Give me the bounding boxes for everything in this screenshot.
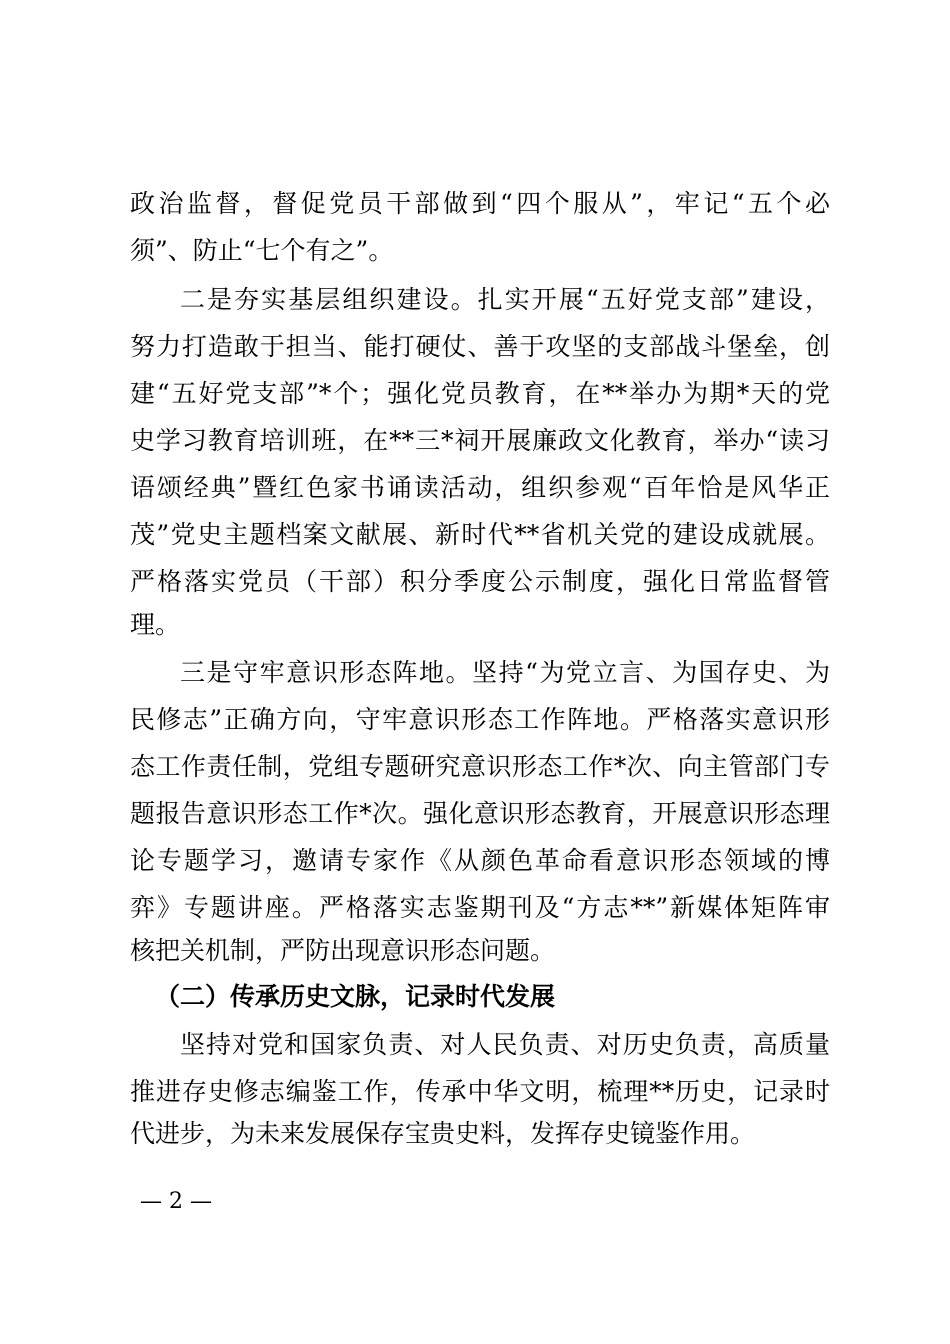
paragraph-2-line-6: 茂”党史主题档案文献展、新时代**省机关党的建设成就展。	[130, 520, 830, 549]
paragraph-1-line-2: 须”、防止“七个有之”。	[130, 236, 394, 265]
paragraph-3-line-4: 题报告意识形态工作*次。强化意识形态教育，开展意识形态理	[130, 799, 830, 828]
paragraph-2-line-8: 理。	[130, 610, 181, 639]
paragraph-3-line-2: 民修志”正确方向，守牢意识形态工作阵地。严格落实意识形	[130, 705, 830, 734]
paragraph-3-line-7: 核把关机制，严防出现意识形态问题。	[130, 936, 556, 965]
paragraph-3-line-5: 论专题学习，邀请专家作《从颜色革命看意识形态领域的博	[130, 846, 830, 875]
paragraph-2-line-3: 建“五好党支部”*个；强化党员教育，在**举办为期*天的党	[130, 379, 830, 408]
paragraph-2-line-1: 二是夯实基层组织建设。扎实开展“五好党支部”建设，	[180, 285, 830, 314]
paragraph-1-line-1: 政治监督，督促党员干部做到“四个服从”，牢记“五个必	[130, 189, 830, 218]
paragraph-4-line-2: 推进存史修志编鉴工作，传承中华文明，梳理**历史，记录时	[130, 1077, 830, 1106]
paragraph-3-line-3: 态工作责任制，党组专题研究意识形态工作*次、向主管部门专	[130, 752, 830, 781]
page-number: — 2 —	[140, 1189, 212, 1214]
section-heading: （二）传承历史文脉，记录时代发展	[155, 982, 556, 1011]
paragraph-2-line-4: 史学习教育培训班，在**三*祠开展廉政文化教育，举办“读习	[130, 426, 830, 455]
paragraph-3-line-1: 三是守牢意识形态阵地。坚持“为党立言、为国存史、为	[180, 658, 830, 687]
paragraph-4-line-1: 坚持对党和国家负责、对人民负责、对历史负责，高质量	[180, 1030, 830, 1059]
paragraph-2-line-7: 严格落实党员（干部）积分季度公示制度，强化日常监督管	[130, 567, 830, 596]
paragraph-3-line-6: 弈》专题讲座。严格落实志鉴期刊及“方志**”新媒体矩阵审	[130, 893, 830, 922]
paragraph-4-line-3: 代进步，为未来发展保存宝贵史料，发挥存史镜鉴作用。	[130, 1119, 756, 1148]
paragraph-2-line-2: 努力打造敢于担当、能打硬仗、善于攻坚的支部战斗堡垒，创	[130, 332, 830, 361]
paragraph-2-line-5: 语颂经典”暨红色家书诵读活动，组织参观“百年恰是风华正	[130, 473, 830, 502]
